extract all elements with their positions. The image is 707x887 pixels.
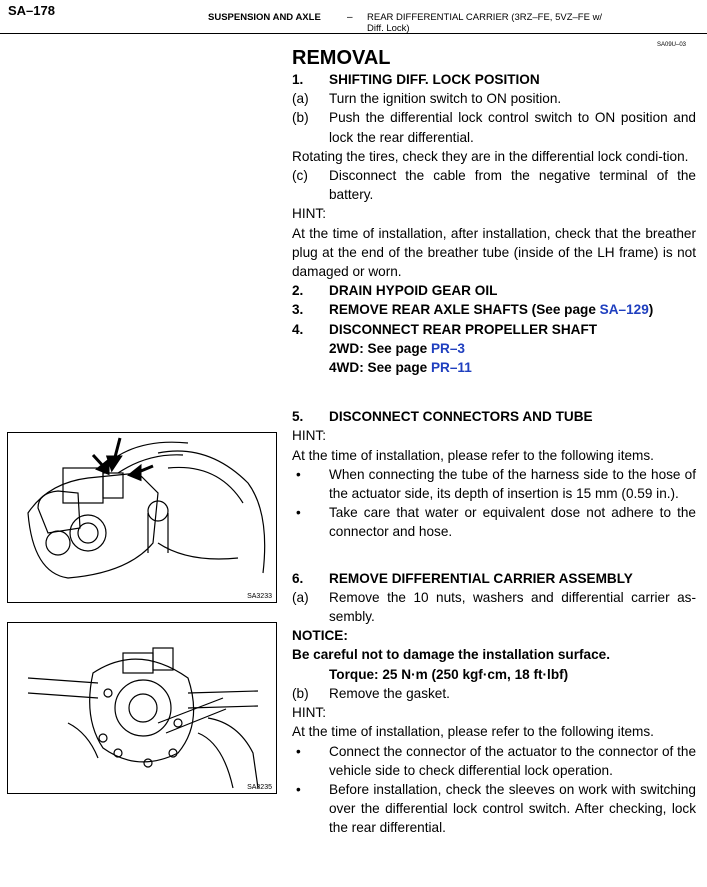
step-2-heading <box>292 281 696 300</box>
carrier-illustration <box>8 623 276 793</box>
header-subtitle <box>367 12 647 34</box>
step-number: 6. <box>292 570 304 586</box>
bullet: • <box>296 505 301 521</box>
page-link[interactable]: PR–11 <box>430 360 472 376</box>
doc-code: SA09U–03 <box>657 42 687 48</box>
step-number: 1. <box>292 72 304 87</box>
paren-close: ) <box>648 302 654 318</box>
connector-illustration <box>8 433 276 602</box>
figure-code: SA3233 <box>247 593 272 600</box>
step-3-heading <box>292 300 696 319</box>
sub-label: (a) <box>292 91 309 107</box>
bullet-text: Connect the connector of the actuator to the connector of the vehicle side to check differential lock operation. <box>329 743 696 778</box>
subtitle-line-2: Diff. Lock) <box>367 23 410 34</box>
step-number: 2. <box>292 283 304 299</box>
hint-label: HINT: <box>292 428 326 444</box>
figure-carrier <box>7 622 277 794</box>
bullet-item <box>292 465 696 503</box>
bullet-item <box>292 503 696 541</box>
step-number: 4. <box>292 321 304 337</box>
step-number: 3. <box>292 302 304 318</box>
bullet-text: Take care that water or equivalent dose not adhere to the connector and hose. <box>329 505 696 540</box>
step-4-2wd <box>292 339 696 358</box>
step-number: 5. <box>292 409 304 425</box>
page-number: SA–178 <box>8 3 55 18</box>
bullet-item <box>292 780 696 838</box>
sub-label: (b) <box>292 110 309 126</box>
sub-label: (a) <box>292 589 309 605</box>
torque-spec: Torque: 25 N·m (250 kgf·cm, 18 ft·lbf) <box>329 666 569 682</box>
step-1a <box>292 89 696 108</box>
section-title: SUSPENSION AND AXLE <box>208 12 321 23</box>
notice-label: NOTICE: <box>292 628 348 644</box>
step-1c <box>292 166 696 204</box>
bullet: • <box>296 781 301 797</box>
step-heading <box>329 300 696 319</box>
hint-text: At the time of installation, please refer to the following items. <box>292 447 654 463</box>
hint-text: At the time of installation, please refer to the following items. <box>292 724 654 740</box>
step-4-heading <box>292 320 696 339</box>
step-6a <box>292 588 696 626</box>
sub-text: Remove the gasket. <box>329 685 450 701</box>
step-4-4wd <box>292 358 696 377</box>
bullet-text: When connecting the tube of the harness side to the hose of the actuator side, its depth of insertion is 15 mm (0.59 in.). <box>329 466 696 502</box>
sub-label: (c) <box>292 168 308 184</box>
step-5-heading <box>292 407 696 426</box>
sub-text: Turn the ignition switch to ON position. <box>329 91 562 107</box>
hint-text: At the time of installation, after installation, check that the breather plug at the end of the breather tube (inside of the LH frame) is not damaged or worn. <box>292 225 696 280</box>
step-heading: DRAIN HYPOID GEAR OIL <box>329 283 498 299</box>
page-link[interactable]: PR–3 <box>430 340 465 356</box>
step-heading: REMOVE DIFFERENTIAL CARRIER ASSEMBLY <box>329 570 633 586</box>
sub-text: Remove the 10 nuts, washers and differential carrier as-sembly. <box>329 589 696 625</box>
spacer <box>292 542 696 569</box>
bullet-text: Before installation, check the sleeves on work with switching over the differential lock control switch. After checking, lock the rear differential. <box>329 781 696 836</box>
spacer <box>292 377 696 407</box>
figure-connectors <box>7 432 277 603</box>
ref-text: 2WD: See page <box>329 340 431 356</box>
step-1b <box>292 108 696 146</box>
sub-text: Push the differential lock control switch to ON position and lock the rear differential. <box>329 110 696 145</box>
sub-label: (b) <box>292 685 309 701</box>
hint-label: HINT: <box>292 206 326 222</box>
step-1-heading <box>292 70 696 89</box>
step-heading: DISCONNECT REAR PROPELLER SHAFT <box>329 321 598 337</box>
header-dash: – <box>347 12 353 23</box>
figure-code: SA3235 <box>247 784 272 791</box>
step-6-heading <box>292 569 696 588</box>
step-heading: DISCONNECT CONNECTORS AND TUBE <box>329 409 593 425</box>
hint-label: HINT: <box>292 705 326 721</box>
step-6b <box>292 684 696 703</box>
step-heading-text: REMOVE REAR AXLE SHAFTS (See page <box>329 302 600 318</box>
step-heading: SHIFTING DIFF. LOCK POSITION <box>329 72 540 87</box>
bullet-item <box>292 742 696 780</box>
bullet: • <box>296 466 301 482</box>
header-rule <box>0 33 707 34</box>
page-title: REMOVAL <box>292 47 391 69</box>
notice-text: Be careful not to damage the installation surface. <box>292 647 611 663</box>
note-text: Rotating the tires, check they are in the differential lock condi-tion. <box>292 148 689 164</box>
subtitle-line-1: REAR DIFFERENTIAL CARRIER (3RZ–FE, 5VZ–FE w/ <box>367 12 603 23</box>
main-text <box>292 46 696 838</box>
ref-text: 4WD: See page <box>329 360 431 376</box>
page-link[interactable]: SA–129 <box>599 302 649 318</box>
bullet: • <box>296 743 301 759</box>
sub-text: Disconnect the cable from the negative terminal of the battery. <box>329 168 696 203</box>
